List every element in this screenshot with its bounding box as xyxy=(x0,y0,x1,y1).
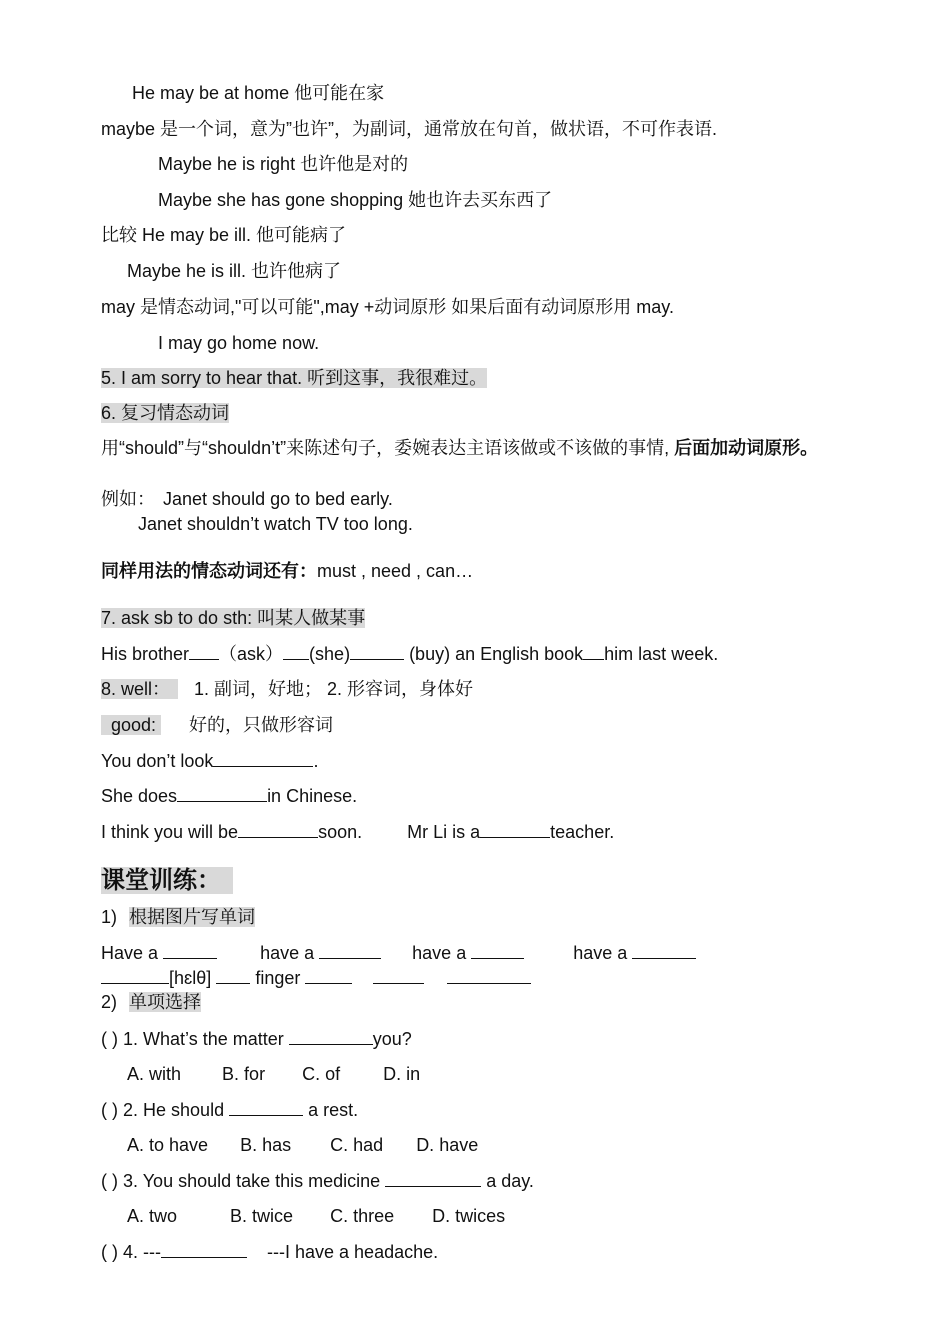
section-5-english: 5. I am sorry to hear that. xyxy=(101,368,308,388)
answer-blank[interactable] xyxy=(350,643,404,660)
option-b[interactable]: B. for xyxy=(222,1064,266,1084)
mc-question-4 xyxy=(101,1241,438,1263)
have-a-text: have a xyxy=(412,943,467,963)
option-a[interactable]: A. two xyxy=(127,1206,178,1226)
line-maybe-shopping: Maybe she has gone shopping 她也许去买东西了 xyxy=(158,190,553,210)
section-7-title-cn: 叫某人做某事 xyxy=(257,608,366,628)
option-d[interactable]: D. have xyxy=(416,1135,479,1155)
question-stem: a day. xyxy=(481,1171,534,1191)
answer-blank[interactable] xyxy=(216,967,250,984)
answer-blank[interactable] xyxy=(189,643,219,660)
answer-blank[interactable] xyxy=(385,1170,481,1187)
answer-blank[interactable] xyxy=(305,967,352,984)
part-2-title: 单项选择 xyxy=(129,992,202,1012)
question-text: teacher. xyxy=(550,822,615,842)
section-6-title-text: 6. 复习情态动词 xyxy=(101,403,230,423)
answer-paren[interactable]: ( ) xyxy=(101,1242,118,1262)
line-may-modal: may 是情态动词,"可以可能",may +动词原形 如果后面有动词原形用 may. xyxy=(101,297,674,317)
section-7-exercise xyxy=(101,643,718,665)
answer-paren[interactable]: ( ) xyxy=(101,1029,118,1049)
section-6-same-usage xyxy=(101,560,473,582)
training-part-2 xyxy=(101,991,201,1013)
have-a-text: have a xyxy=(260,943,315,963)
option-d[interactable]: D. twices xyxy=(432,1206,506,1226)
exercise-text-part: （ask） xyxy=(219,644,284,664)
example-sentence-1: Janet should go to bed early. xyxy=(163,489,393,509)
line-may-be-at-home: He may be at home 他可能在家 xyxy=(132,83,385,103)
answer-blank[interactable] xyxy=(289,1028,373,1045)
option-c[interactable]: C. of xyxy=(302,1064,341,1084)
line-maybe-right: Maybe he is right 也许他是对的 xyxy=(158,154,409,174)
mc-question-3 xyxy=(101,1170,534,1192)
good-meaning: 好的，只做形容词 xyxy=(189,715,334,735)
option-a[interactable]: A. with xyxy=(127,1064,182,1084)
well-meaning: 1. 副词，好地； 2. 形容词，身体好 xyxy=(194,679,474,699)
training-heading xyxy=(101,866,233,896)
question-stem: 2. He should xyxy=(123,1100,230,1120)
answer-blank[interactable] xyxy=(373,967,424,984)
example-label: 例如： xyxy=(101,489,155,509)
section-8-question-1 xyxy=(101,750,318,772)
answer-paren[interactable]: ( ) xyxy=(101,1171,118,1191)
line-may-go-home: I may go home now. xyxy=(158,333,320,353)
question-text: in Chinese. xyxy=(267,786,358,806)
question-text: soon. xyxy=(318,822,363,842)
exercise-text-part: His brother xyxy=(101,644,190,664)
line-compare-may-ill: 比较 He may be ill. 他可能病了 xyxy=(101,225,347,245)
section-6-title xyxy=(101,402,229,424)
answer-paren[interactable]: ( ) xyxy=(101,1100,118,1120)
example-sentence-2: Janet shouldn’t watch TV too long. xyxy=(138,514,413,534)
finger-word: finger xyxy=(255,968,301,988)
option-b[interactable]: B. has xyxy=(240,1135,292,1155)
option-c[interactable]: C. had xyxy=(330,1135,384,1155)
section-8-question-3 xyxy=(101,821,614,843)
section-7-title-en: 7. ask sb to do sth: xyxy=(101,608,258,628)
training-heading-text: 课堂训练： xyxy=(101,867,233,894)
phonetic-health: [hɛlθ] xyxy=(169,968,212,988)
part-number: 1) xyxy=(101,907,118,927)
exercise-text-part: (buy) an English book xyxy=(404,644,584,664)
line-maybe-explanation: maybe 是一个词，意为”也许”，为副词，通常放在句首，做状语，不可作表语. xyxy=(101,119,718,139)
well-label: 8. well： xyxy=(101,679,178,699)
question-text: You don’t look xyxy=(101,751,214,771)
mc-question-2 xyxy=(101,1099,358,1121)
section-7-title xyxy=(101,607,365,629)
exercise-text-part: (she) xyxy=(309,644,351,664)
question-text: . xyxy=(313,751,319,771)
answer-blank[interactable] xyxy=(177,785,267,802)
mc-options-2 xyxy=(127,1134,478,1156)
same-usage-modals: must , need , can… xyxy=(317,561,474,581)
answer-blank[interactable] xyxy=(101,967,169,984)
question-stem: 1. What’s the matter xyxy=(123,1029,289,1049)
answer-blank[interactable] xyxy=(480,821,550,838)
answer-blank[interactable] xyxy=(471,942,524,959)
have-a-text: have a xyxy=(573,943,628,963)
part-1-title: 根据图片写单词 xyxy=(129,907,256,927)
answer-blank[interactable] xyxy=(238,821,318,838)
good-label: good: xyxy=(101,715,161,735)
section-6-desc-bold: 后面加动词原形。 xyxy=(674,438,819,458)
section-5 xyxy=(101,367,487,389)
section-8-good xyxy=(101,714,333,736)
option-d[interactable]: D. in xyxy=(383,1064,421,1084)
question-stem: 4. --- xyxy=(123,1242,162,1262)
answer-blank[interactable] xyxy=(319,942,381,959)
mc-options-1 xyxy=(127,1063,420,1085)
section-6-description xyxy=(101,436,871,460)
answer-blank[interactable] xyxy=(163,942,217,959)
line-maybe-ill: Maybe he is ill. 也许他病了 xyxy=(127,261,342,281)
picture-words-row-2 xyxy=(101,967,531,989)
question-stem: 3. You should take this medicine xyxy=(123,1171,386,1191)
section-8-question-2 xyxy=(101,785,357,807)
option-c[interactable]: C. three xyxy=(330,1206,395,1226)
option-b[interactable]: B. twice xyxy=(230,1206,294,1226)
answer-blank[interactable] xyxy=(283,643,309,660)
answer-blank[interactable] xyxy=(213,750,313,767)
question-stem: ---I have a headache. xyxy=(267,1242,439,1262)
question-text: I think you will be xyxy=(101,822,239,842)
section-6-desc-text: 用“should”与“shouldn’t”来陈述句子，委婉表达主语该做或不该做的事情, xyxy=(101,438,670,458)
section-5-chinese: 听到这事，我很难过。 xyxy=(307,368,488,388)
answer-blank[interactable] xyxy=(583,643,604,660)
part-number: 2) xyxy=(101,992,118,1012)
question-stem: a rest. xyxy=(303,1100,359,1120)
training-part-1 xyxy=(101,906,255,928)
have-a-text: Have a xyxy=(101,943,159,963)
section-8-well xyxy=(101,678,473,700)
exercise-text-part: him last week. xyxy=(604,644,719,664)
question-stem: you? xyxy=(372,1029,412,1049)
answer-blank[interactable] xyxy=(447,967,531,984)
answer-blank[interactable] xyxy=(161,1241,247,1258)
answer-blank[interactable] xyxy=(229,1099,303,1116)
question-text: She does xyxy=(101,786,178,806)
same-usage-label: 同样用法的情态动词还有： xyxy=(101,561,317,581)
section-6-example-1 xyxy=(101,488,393,510)
picture-words-row-1 xyxy=(101,942,696,964)
answer-blank[interactable] xyxy=(632,942,696,959)
mc-options-3 xyxy=(127,1205,505,1227)
option-a[interactable]: A. to have xyxy=(127,1135,209,1155)
mc-question-1 xyxy=(101,1028,412,1050)
question-text: Mr Li is a xyxy=(407,822,481,842)
